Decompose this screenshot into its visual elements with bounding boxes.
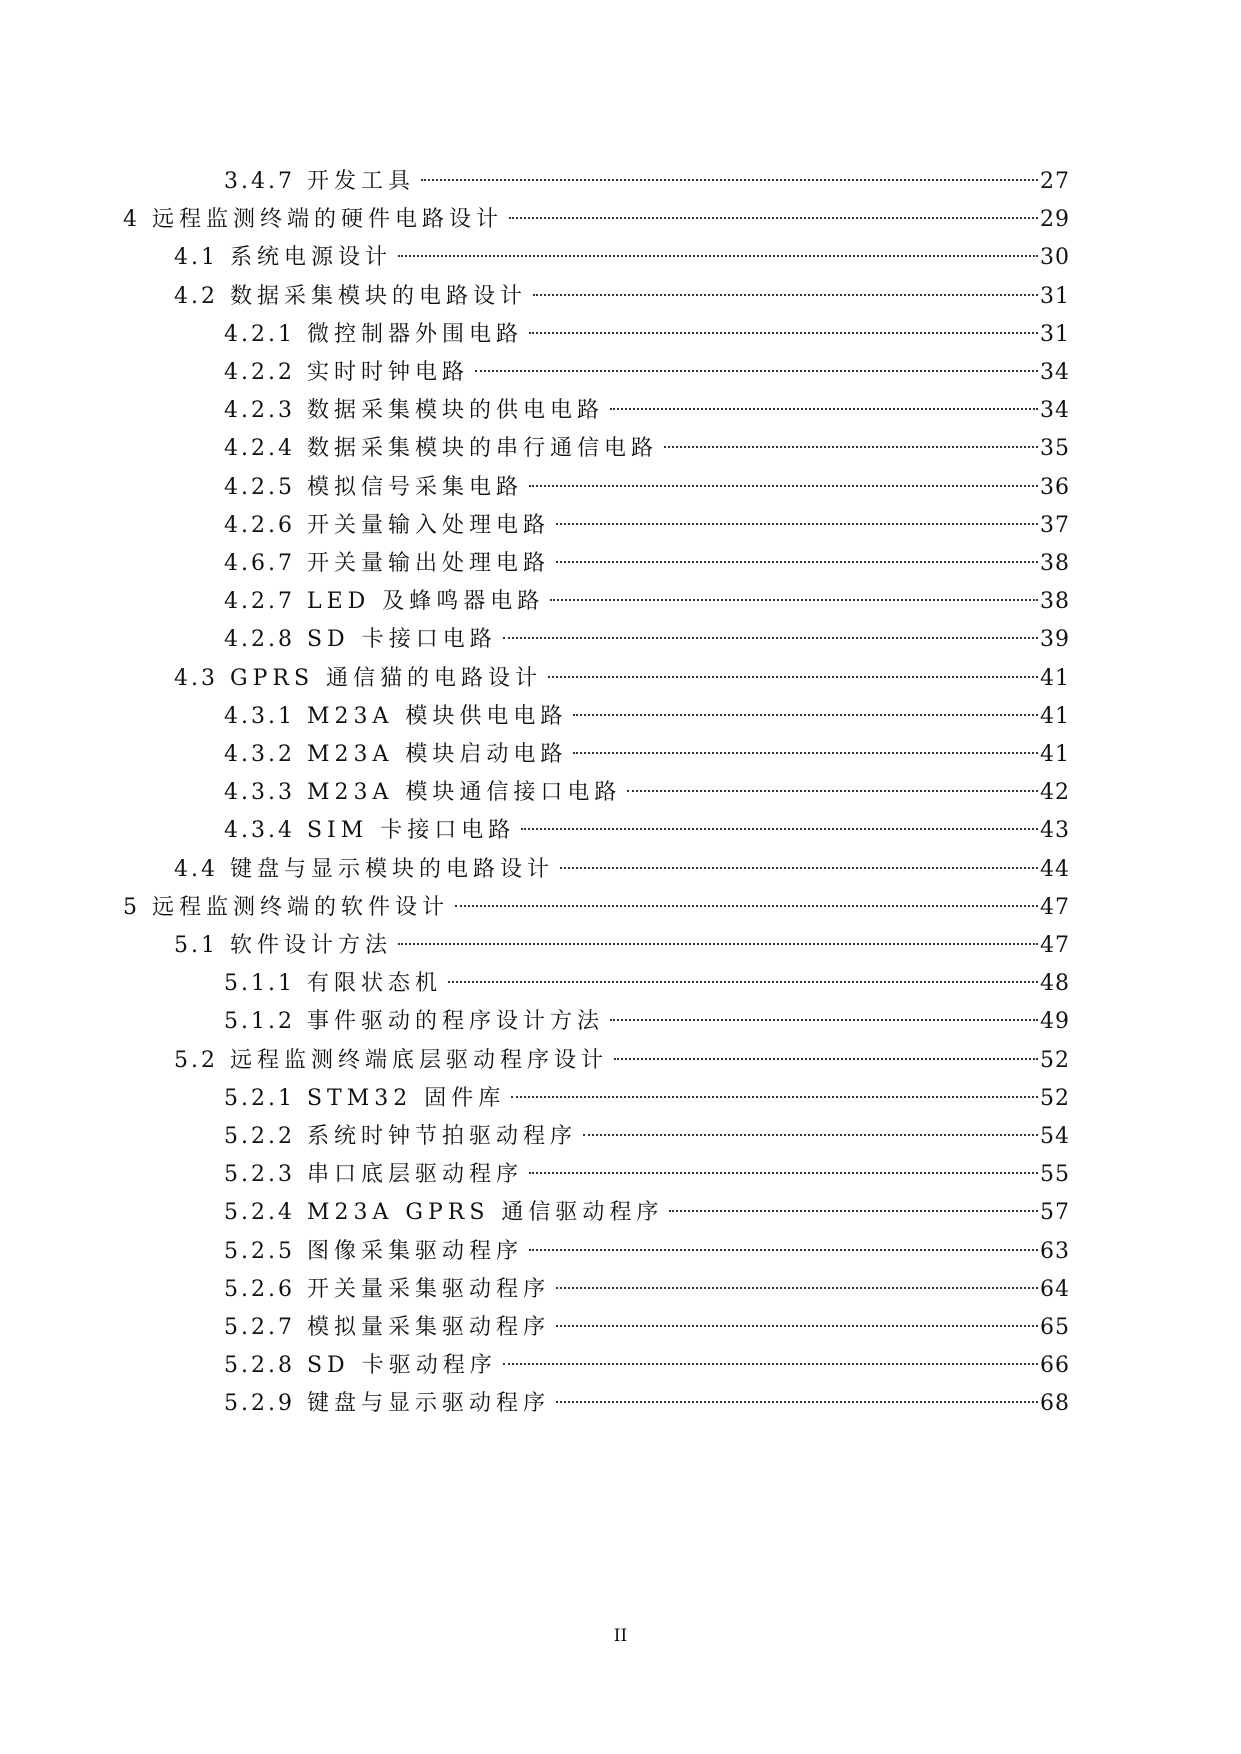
toc-entry-number: 4.3.2: [224, 742, 295, 767]
toc-entry[interactable]: [224, 962, 1070, 1005]
toc-entry-page: 52: [1040, 1085, 1070, 1111]
toc-entry-page: 68: [1040, 1391, 1070, 1417]
toc-entry[interactable]: [224, 809, 1070, 852]
toc-entry-title: 键盘与显示模块的电路设计: [230, 856, 555, 882]
toc-entry[interactable]: [224, 542, 1070, 585]
toc-entry-number: 4.4: [174, 856, 218, 882]
toc-entry-page: 30: [1040, 245, 1070, 271]
toc-dot-leader: [548, 676, 1038, 678]
toc-entry-page: 63: [1040, 1238, 1070, 1264]
toc-entry-title: M23A 模块通信接口电路: [306, 780, 622, 806]
toc-entry[interactable]: [224, 389, 1070, 432]
toc-dot-leader: [398, 255, 1038, 257]
toc-entry-title: 数据采集模块的串行通信电路: [306, 436, 658, 462]
toc-entry-title: 远程监测终端的硬件电路设计: [152, 207, 504, 233]
toc-entry-number: 5.1: [174, 933, 218, 958]
toc-entry-page: 38: [1040, 551, 1070, 576]
toc-entry-title: 微控制器外围电路: [306, 321, 523, 347]
toc-entry-page: 36: [1040, 474, 1070, 500]
toc-entry-page: 41: [1040, 665, 1070, 691]
toc-entry-number: 5.2.2: [224, 1124, 295, 1149]
toc-entry-number: 4: [123, 207, 140, 233]
toc-entry[interactable]: [224, 1153, 1070, 1196]
toc-entry-number: 5.2.8: [224, 1353, 295, 1379]
toc-dot-leader: [556, 1325, 1038, 1327]
toc-entry-page: 35: [1040, 436, 1070, 462]
toc-entry-number: 4.2.2: [224, 360, 295, 385]
toc-dot-leader: [529, 1249, 1038, 1251]
toc-entry-number: 4.2.6: [224, 512, 295, 538]
toc-entry-title: 数据采集模块的电路设计: [230, 283, 528, 309]
toc-entry-number: 3.4.7: [224, 169, 295, 194]
toc-entry-title: 系统时钟节拍驱动程序: [306, 1124, 577, 1149]
toc-entry-page: 66: [1040, 1353, 1070, 1379]
toc-entry[interactable]: [174, 657, 1070, 700]
toc-entry[interactable]: [224, 504, 1070, 547]
toc-dot-leader: [529, 485, 1038, 487]
toc-entry[interactable]: [174, 924, 1070, 967]
toc-entry-title: STM32 固件库: [306, 1085, 506, 1111]
toc-dot-leader: [503, 1363, 1038, 1365]
toc-entry-page: 44: [1040, 856, 1070, 882]
toc-entry-page: 34: [1040, 398, 1070, 424]
toc-entry-title: 开关量采集驱动程序: [306, 1276, 550, 1302]
toc-entry-title: 远程监测终端底层驱动程序设计: [230, 1047, 609, 1073]
page-number: II: [613, 1626, 628, 1646]
toc-entry[interactable]: [224, 580, 1070, 623]
toc-entry-title: 实时时钟电路: [306, 360, 469, 385]
toc-entry-page: 54: [1040, 1124, 1070, 1149]
toc-entry-number: 4.3.1: [224, 703, 295, 729]
toc-entry-number: 4.2.8: [224, 627, 295, 653]
toc-dot-leader: [610, 1019, 1038, 1021]
toc-entry[interactable]: [224, 313, 1070, 356]
toc-entry[interactable]: [174, 236, 1070, 279]
toc-dot-leader: [610, 408, 1038, 410]
toc-dot-leader: [614, 1058, 1038, 1060]
toc-entry-number: 4.2.1: [224, 321, 295, 347]
toc-entry[interactable]: [224, 1344, 1070, 1387]
toc-entry-title: M23A GPRS 通信驱动程序: [306, 1200, 664, 1226]
toc-entry-number: 4.2: [174, 283, 218, 309]
toc-entry-page: 57: [1040, 1200, 1070, 1226]
toc-entry-title: 数据采集模块的供电电路: [306, 398, 604, 424]
toc-entry-page: 65: [1040, 1315, 1070, 1340]
toc-entry[interactable]: [224, 733, 1070, 776]
toc-dot-leader: [627, 790, 1038, 792]
toc-entry[interactable]: [174, 1039, 1070, 1082]
toc-entry-title: 系统电源设计: [230, 245, 393, 271]
toc-dot-leader: [398, 943, 1038, 945]
toc-entry-page: 38: [1040, 589, 1070, 615]
toc-entry-number: 4.3.4: [224, 818, 295, 844]
toc-entry-title: 开关量输出处理电路: [306, 551, 550, 576]
toc-entry-number: 5.2: [174, 1047, 218, 1073]
toc-dot-leader: [533, 294, 1038, 296]
toc-dot-leader: [503, 637, 1038, 639]
toc-entry-page: 41: [1040, 742, 1070, 767]
toc-entry-title: SD 卡驱动程序: [306, 1353, 497, 1379]
toc-dot-leader: [511, 1096, 1038, 1098]
toc-dot-leader: [455, 905, 1038, 907]
toc-entry-number: 5.1.2: [224, 1009, 295, 1035]
toc-entry-page: 49: [1040, 1009, 1070, 1035]
toc-entry-page: 37: [1040, 512, 1070, 538]
toc-entry-number: 5.2.3: [224, 1162, 295, 1188]
toc-entry-page: 55: [1040, 1162, 1070, 1188]
toc-entry-page: 39: [1040, 627, 1070, 653]
toc-entry-page: 43: [1040, 818, 1070, 844]
toc-entry-page: 47: [1040, 894, 1070, 920]
toc-entry-page: 42: [1040, 780, 1070, 806]
toc-entry-title: LED 及蜂鸣器电路: [306, 589, 545, 615]
toc-entry-title: 有限状态机: [306, 971, 442, 997]
toc-entry[interactable]: [224, 771, 1070, 814]
toc-entry[interactable]: [224, 1191, 1070, 1234]
toc-entry-page: 29: [1040, 207, 1070, 233]
toc-dot-leader: [421, 179, 1038, 181]
toc-entry[interactable]: [224, 160, 1070, 203]
toc-entry-title: M23A 模块启动电路: [306, 742, 568, 767]
toc-entry-title: GPRS 通信猫的电路设计: [230, 665, 543, 691]
toc-entry-number: 5.2.4: [224, 1200, 295, 1226]
toc-entry-number: 5.1.1: [224, 971, 295, 997]
toc-entry-number: 4.2.4: [224, 436, 295, 462]
toc-dot-leader: [573, 752, 1038, 754]
toc-dot-leader: [475, 370, 1038, 372]
toc-entry-title: 模拟量采集驱动程序: [306, 1315, 550, 1340]
toc-dot-leader: [583, 1134, 1038, 1136]
toc-entry[interactable]: [224, 351, 1070, 394]
toc-entry[interactable]: [174, 848, 1070, 891]
toc-entry[interactable]: [224, 1268, 1070, 1311]
toc-entry-page: 34: [1040, 360, 1070, 385]
toc-entry-number: 4.3.3: [224, 780, 295, 806]
toc-entry-number: 5.2.5: [224, 1238, 295, 1264]
toc-entry-title: 开发工具: [306, 169, 415, 194]
toc-entry[interactable]: [123, 886, 1070, 929]
toc-entry[interactable]: [224, 427, 1070, 470]
toc-dot-leader: [550, 599, 1038, 601]
toc-entry[interactable]: [224, 618, 1070, 661]
toc-entry[interactable]: [224, 695, 1070, 738]
toc-entry-page: 41: [1040, 703, 1070, 729]
toc-dot-leader: [560, 867, 1038, 869]
toc-entry-page: 52: [1040, 1047, 1070, 1073]
toc-dot-leader: [521, 828, 1038, 830]
toc-entry-page: 47: [1040, 933, 1070, 958]
toc-entry-number: 4.6.7: [224, 551, 295, 576]
toc-entry-title: 图像采集驱动程序: [306, 1238, 523, 1264]
toc-entry-number: 4.2.7: [224, 589, 295, 615]
toc-entry-title: 键盘与显示驱动程序: [306, 1391, 550, 1417]
toc-dot-leader: [529, 1172, 1038, 1174]
toc-entry-title: 串口底层驱动程序: [306, 1162, 523, 1188]
toc-entry-number: 4.3: [174, 665, 218, 691]
toc-dot-leader: [448, 981, 1038, 983]
toc-entry-title: SIM 卡接口电路: [306, 818, 516, 844]
toc-dot-leader: [556, 1401, 1038, 1403]
toc-entry-page: 27: [1040, 169, 1070, 194]
toc-entry-page: 31: [1040, 321, 1070, 347]
toc-entry-number: 5.2.7: [224, 1315, 295, 1340]
toc-entry[interactable]: [224, 1000, 1070, 1043]
toc-entry[interactable]: [224, 1230, 1070, 1273]
toc-entry-title: 模拟信号采集电路: [306, 474, 523, 500]
toc-dot-leader: [556, 1287, 1038, 1289]
toc-entry[interactable]: [224, 466, 1070, 509]
toc-entry-number: 4.1: [174, 245, 218, 271]
toc-entry-title: 开关量输入处理电路: [306, 512, 550, 538]
toc-entry-number: 4.2.5: [224, 474, 295, 500]
toc-entry[interactable]: [174, 275, 1070, 318]
toc-entry[interactable]: [123, 198, 1070, 241]
toc-dot-leader: [669, 1210, 1038, 1212]
toc-dot-leader: [556, 523, 1038, 525]
toc-entry[interactable]: [224, 1382, 1070, 1425]
toc-entry-number: 5.2.1: [224, 1085, 295, 1111]
toc-entry-page: 64: [1040, 1276, 1070, 1302]
toc-dot-leader: [556, 561, 1038, 563]
toc-entry-title: 事件驱动的程序设计方法: [306, 1009, 604, 1035]
toc-entry-number: 4.2.3: [224, 398, 295, 424]
toc-entry-number: 5: [123, 894, 140, 920]
toc-entry-number: 5.2.9: [224, 1391, 295, 1417]
toc-entry-title: 远程监测终端的软件设计: [152, 894, 450, 920]
toc-dot-leader: [509, 217, 1038, 219]
toc-dot-leader: [529, 332, 1038, 334]
toc-entry[interactable]: [224, 1306, 1070, 1349]
toc-dot-leader: [573, 714, 1038, 716]
toc-entry[interactable]: [224, 1115, 1070, 1158]
toc-dot-leader: [664, 446, 1038, 448]
toc-entry-title: SD 卡接口电路: [306, 627, 497, 653]
toc-entry-page: 31: [1040, 283, 1070, 309]
toc-entry-number: 5.2.6: [224, 1276, 295, 1302]
toc-entry-title: 软件设计方法: [230, 933, 393, 958]
toc-entry-page: 48: [1040, 971, 1070, 997]
toc-entry[interactable]: [224, 1077, 1070, 1120]
toc-entry-title: M23A 模块供电电路: [306, 703, 568, 729]
